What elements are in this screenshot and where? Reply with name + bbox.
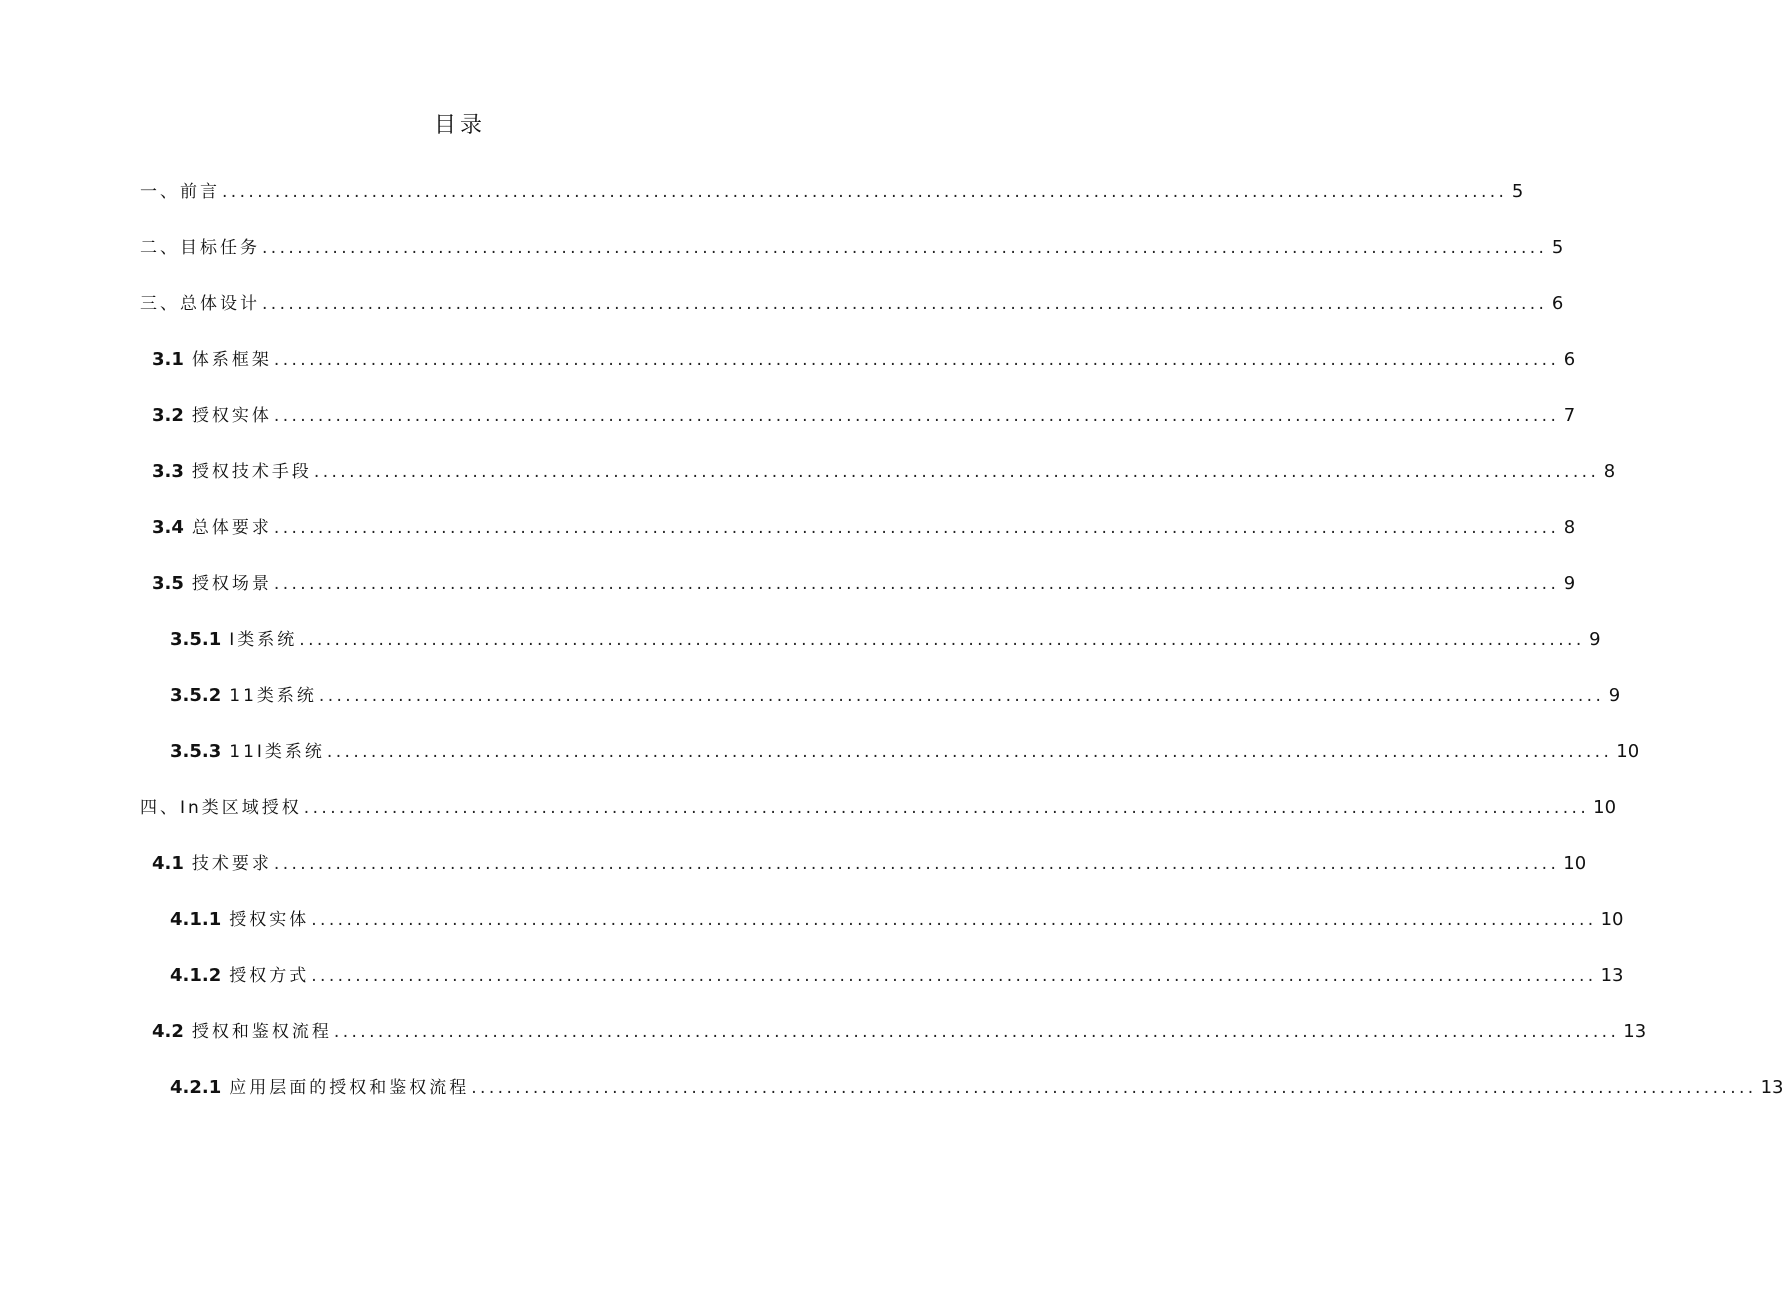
- toc-entry-page: 5: [1551, 237, 1564, 258]
- toc-entry-text: 总体要求: [191, 518, 272, 538]
- toc-entry-text: 11类系统: [229, 686, 317, 706]
- toc-entry-9[interactable]: [170, 618, 1601, 650]
- toc-dot-leader: ..................................................................................................................................................: [273, 854, 1560, 874]
- toc-entry-page: 8: [1563, 517, 1576, 538]
- toc-title: 目录: [433, 113, 486, 138]
- toc-entry-page: 10: [1600, 909, 1624, 930]
- toc-dot-leader: ..................................................................................................................................................: [273, 350, 1560, 370]
- toc-entry-text: 授权技术手段: [191, 462, 312, 482]
- toc-entry-8[interactable]: [152, 562, 1576, 594]
- toc-entry-text: 11I类系统: [229, 742, 325, 762]
- toc-entry-page: 9: [1589, 629, 1601, 650]
- toc-dot-leader: ..................................................................................................................................................: [222, 182, 1508, 202]
- toc-entry-text: 授权和鉴权流程: [191, 1022, 332, 1042]
- toc-dot-leader: ..................................................................................................................................................: [471, 1078, 1757, 1098]
- toc-entry-text: I类系统: [229, 630, 298, 650]
- toc-entry-page: 10: [1563, 853, 1587, 874]
- toc-entry-page: 9: [1563, 573, 1576, 594]
- toc-entry-number: 4.1.1: [170, 909, 222, 930]
- toc-dot-leader: ..................................................................................................................................................: [318, 686, 1605, 706]
- toc-entry-page: 6: [1551, 293, 1564, 314]
- toc-dot-leader: ..................................................................................................................................................: [262, 238, 1548, 258]
- toc-dot-leader: ..................................................................................................................................................: [326, 742, 1613, 762]
- toc-entry-14[interactable]: [170, 898, 1624, 930]
- toc-entry-text: 四、In类区域授权: [140, 798, 302, 818]
- toc-dot-leader: ..................................................................................................................................................: [299, 630, 1585, 650]
- toc-entry-page: 13: [1623, 1021, 1647, 1042]
- toc-entry-17[interactable]: [170, 1066, 1784, 1098]
- toc-entry-number: 3.5.1: [170, 629, 222, 650]
- toc-dot-leader: ..................................................................................................................................................: [273, 406, 1560, 426]
- toc-entry-5[interactable]: [152, 394, 1576, 426]
- toc-entry-number: 4.2: [152, 1021, 184, 1042]
- toc-entry-text: 技术要求: [191, 854, 272, 874]
- toc-entry-page: 5: [1511, 181, 1524, 202]
- toc-entry-page: 10: [1593, 797, 1617, 818]
- toc-dot-leader: ..................................................................................................................................................: [313, 462, 1600, 482]
- toc-dot-leader: ..................................................................................................................................................: [262, 294, 1548, 314]
- toc-entry-7[interactable]: [152, 506, 1576, 538]
- toc-entry-1[interactable]: [140, 170, 1524, 202]
- toc-entry-15[interactable]: [170, 954, 1624, 986]
- toc-entry-page: 13: [1600, 965, 1624, 986]
- toc-entry-13[interactable]: [152, 842, 1587, 874]
- toc-dot-leader: ..................................................................................................................................................: [273, 518, 1560, 538]
- toc-entry-text: 应用层面的授权和鉴权流程: [229, 1078, 470, 1098]
- toc-entry-11[interactable]: [170, 730, 1640, 762]
- toc-dot-leader: ..................................................................................................................................................: [303, 798, 1590, 818]
- toc-entry-page: 7: [1563, 405, 1576, 426]
- toc-entry-page: 10: [1616, 741, 1640, 762]
- toc-entry-4[interactable]: [152, 338, 1576, 370]
- toc-entry-10[interactable]: [170, 674, 1621, 706]
- toc-entry-number: 3.2: [152, 405, 184, 426]
- toc-entry-text: 二、目标任务: [140, 238, 260, 258]
- toc-entry-text: 体系框架: [191, 350, 272, 370]
- toc-dot-leader: ..................................................................................................................................................: [311, 910, 1597, 930]
- toc-entry-number: 3.5.2: [170, 685, 222, 706]
- toc-entry-number: 4.1.2: [170, 965, 222, 986]
- toc-dot-leader: ..................................................................................................................................................: [311, 966, 1597, 986]
- toc-entry-page: 6: [1563, 349, 1576, 370]
- toc-entry-6[interactable]: [152, 450, 1616, 482]
- toc-dot-leader: ..................................................................................................................................................: [333, 1022, 1620, 1042]
- toc-entry-3[interactable]: [140, 282, 1564, 314]
- toc-dot-leader: ..................................................................................................................................................: [273, 574, 1560, 594]
- toc-entry-number: 4.2.1: [170, 1077, 222, 1098]
- toc-entry-text: 一、前言: [140, 182, 220, 202]
- toc-entry-text: 授权实体: [191, 406, 272, 426]
- toc-entry-text: 授权实体: [229, 910, 310, 930]
- toc-entry-number: 3.5.3: [170, 741, 222, 762]
- toc-entry-number: 3.1: [152, 349, 184, 370]
- toc-entry-number: 3.5: [152, 573, 184, 594]
- toc-entry-number: 4.1: [152, 853, 184, 874]
- toc-entry-number: 3.3: [152, 461, 184, 482]
- toc-entry-16[interactable]: [152, 1010, 1647, 1042]
- toc-entry-page: 8: [1603, 461, 1616, 482]
- toc-entry-text: 授权方式: [229, 966, 310, 986]
- toc-entry-number: 3.4: [152, 517, 184, 538]
- toc-entry-12[interactable]: [140, 786, 1617, 818]
- toc-entry-2[interactable]: [140, 226, 1564, 258]
- toc-entry-page: 13: [1760, 1077, 1784, 1098]
- toc-entry-text: 授权场景: [191, 574, 272, 594]
- toc-entry-text: 三、总体设计: [140, 294, 260, 314]
- toc-entry-page: 9: [1608, 685, 1621, 706]
